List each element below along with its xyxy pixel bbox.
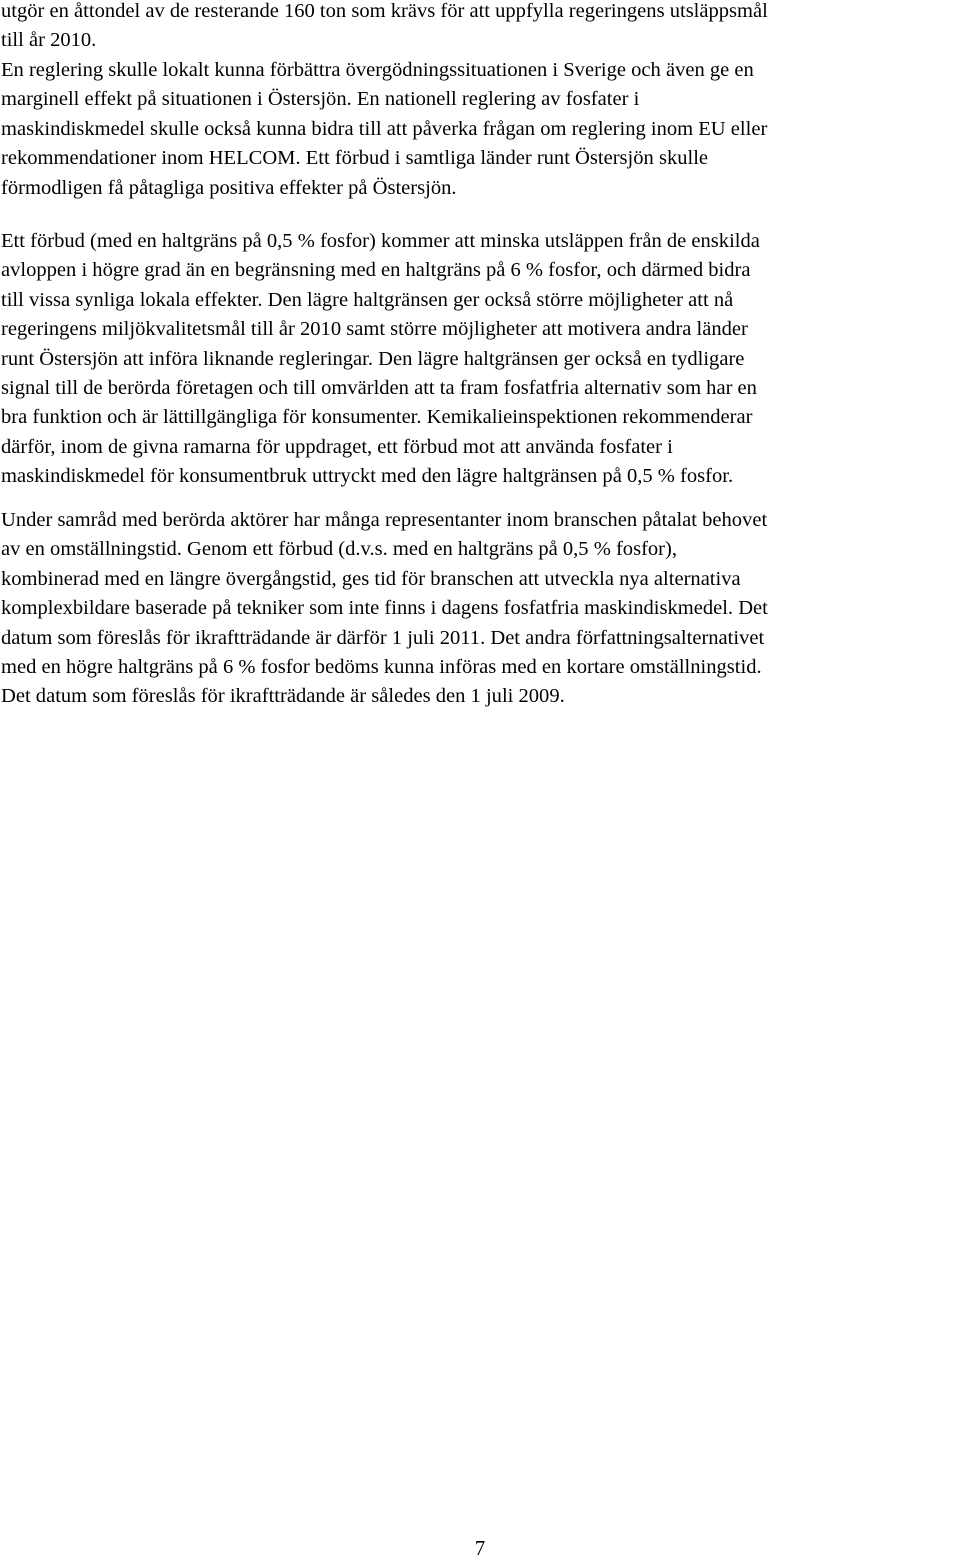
- text-line: datum som föreslås för ikraftträdande är därför 1 juli 2011. Det andra författningsalternativet: [1, 626, 765, 649]
- text-line: till år 2010.: [1, 29, 97, 52]
- text-line: Under samråd med berörda aktörer har många representanter inom branschen påtalat behovet: [1, 509, 768, 531]
- text-line: rekommendationer inom HELCOM. Ett förbud i samtliga länder runt Östersjön skulle: [1, 147, 709, 170]
- text-line: förmodligen få påtagliga positiva effekter på Östersjön.: [1, 176, 457, 199]
- text-line: kombinerad med en längre övergångstid, ges tid för branschen att utveckla nya alternativa: [1, 567, 741, 590]
- text-line: Det datum som föreslås för ikraftträdande är således den 1 juli 2009.: [1, 685, 565, 708]
- text-line: maskindiskmedel för konsumentbruk uttryckt med den lägre haltgränsen på 0,5 % fosfor.: [1, 465, 734, 488]
- text-line: utgör en åttondel av de resterande 160 ton som krävs för att uppfylla regeringens utsläppsmål: [1, 0, 768, 22]
- text-line: bra funktion och är lättillgängliga för konsumenter. Kemikalieinspektionen rekommenderar: [1, 406, 753, 429]
- paragraph-4: [1, 506, 959, 712]
- text-line: maskindiskmedel skulle också kunna bidra till att påverka frågan om reglering inom EU eller: [1, 117, 768, 140]
- text-line: En reglering skulle lokalt kunna förbättra övergödningssituationen i Sverige och även ge en: [1, 59, 754, 81]
- page-number: 7: [474, 1538, 486, 1560]
- text-line: komplexbildare baserade på tekniker som inte finns i dagens fosfatfria maskindiskmedel. Det: [1, 597, 768, 620]
- paragraph-2: [1, 56, 959, 203]
- text-line: Ett förbud (med en haltgräns på 0,5 % fosfor) kommer att minska utsläppen från de enskilda: [1, 230, 760, 252]
- text-line: avloppen i högre grad än en begränsning med en haltgräns på 6 % fosfor, och därmed bidra: [1, 259, 751, 282]
- text-line: regeringens miljökvalitetsmål till år 2010 samt större möjligheter att motivera andra länder: [1, 318, 748, 341]
- text-line: runt Östersjön att införa liknande regleringar. Den lägre haltgränsen ger också en tydligare: [1, 347, 745, 370]
- text-line: med en högre haltgräns på 6 % fosfor bedöms kunna införas med en kortare omställningstid.: [1, 655, 762, 678]
- paragraph-3: [1, 227, 959, 492]
- paragraph-1: [1, 0, 959, 56]
- text-line: signal till de berörda företagen och till omvärlden att ta fram fosfatfria alternativ som har en: [1, 376, 757, 399]
- text-line: därför, inom de givna ramarna för uppdraget, ett förbud mot att använda fosfater i: [1, 435, 673, 458]
- text-line: av en omställningstid. Genom ett förbud (d.v.s. med en haltgräns på 0,5 % fosfor),: [1, 538, 678, 561]
- text-line: till vissa synliga lokala effekter. Den lägre haltgränsen ger också större möjligheter att nå: [1, 288, 734, 311]
- text-line: marginell effekt på situationen i Östersjön. En nationell reglering av fosfater i: [1, 88, 640, 111]
